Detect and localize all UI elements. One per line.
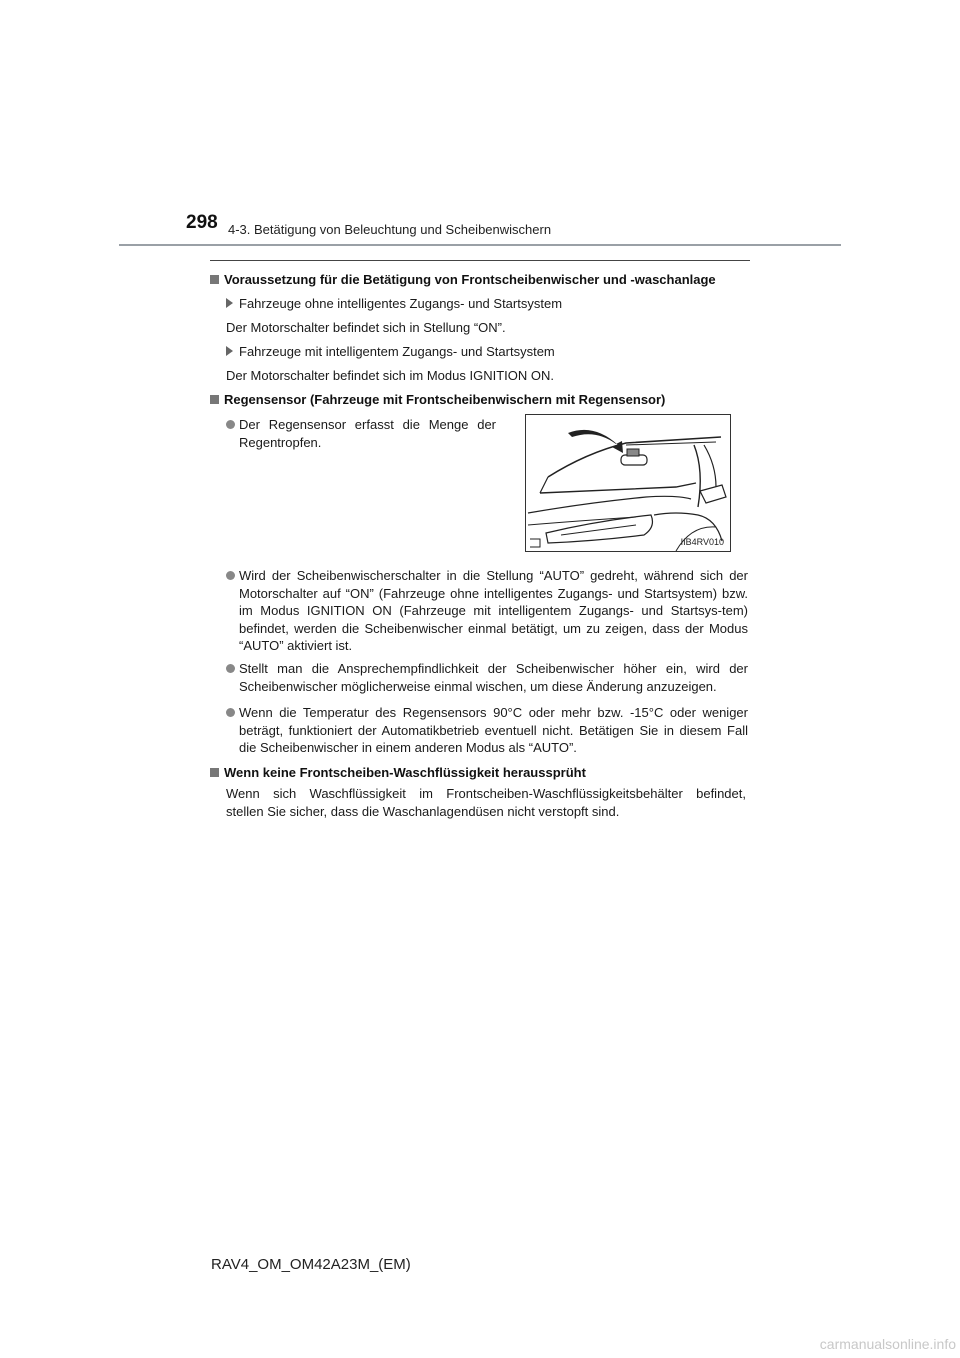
square-bullet-icon bbox=[210, 768, 219, 777]
heading-rain-sensor bbox=[210, 392, 665, 407]
heading-no-washer-fluid bbox=[210, 765, 586, 780]
paragraph-ignition-on: Der Motorschalter befindet sich im Modus IGNITION ON. bbox=[226, 368, 554, 383]
triangle-bullet-icon bbox=[226, 346, 233, 356]
heading-text: Regensensor (Fahrzeuge mit Frontscheibenwischern mit Regensensor) bbox=[224, 392, 666, 407]
bullet-sensitivity bbox=[226, 660, 748, 695]
section-title: 4-3. Betätigung von Beleuchtung und Scheibenwischern bbox=[228, 222, 552, 237]
figure-code: IIB4RV010 bbox=[680, 537, 724, 547]
bullet-rain-sensor-detects bbox=[226, 416, 496, 451]
paragraph-washer-nozzles-line2: stellen Sie sicher, dass die Waschanlagendüsen nicht verstopft sind. bbox=[226, 804, 620, 819]
sub-heading-without-smart-key bbox=[226, 296, 562, 311]
bullet-text: Wird der Scheibenwischerschalter in die Stellung “AUTO” gedreht, während sich der Motorschalter auf “ON” (Fahrzeuge ohne intelligentes Zugangs- und Startsystem) bzw. im Modus IGNITION ON (Fahrzeuge mit intelligentem Zugangs- und Startsys-tem) befindet, werden die Scheibenwischer einmal betätigt, um zu zeigen, dass der Modus “AUTO” aktiviert ist. bbox=[239, 568, 748, 653]
header-rule bbox=[119, 244, 841, 246]
circle-bullet-icon bbox=[226, 571, 235, 580]
sub-heading-text: Fahrzeuge ohne intelligentes Zugangs- und Startsystem bbox=[239, 296, 563, 311]
document-code: RAV4_OM_OM42A23M_(EM) bbox=[211, 1256, 411, 1273]
section-rule bbox=[210, 260, 750, 261]
triangle-bullet-icon bbox=[226, 298, 233, 308]
sub-heading-text: Fahrzeuge mit intelligentem Zugangs- und Startsystem bbox=[239, 344, 555, 359]
bullet-temperature bbox=[226, 704, 748, 757]
heading-text: Wenn keine Frontscheiben-Waschflüssigkeit heraussprüht bbox=[224, 765, 586, 780]
page-number: 298 bbox=[186, 212, 218, 233]
paragraph-switch-on: Der Motorschalter befindet sich in Stellung “ON”. bbox=[226, 320, 506, 335]
bullet-text: Stellt man die Ansprechempfindlichkeit der Scheibenwischer höher ein, wird der Scheibenwischer möglicherweise einmal wischen, um diese Änderung anzuzeigen. bbox=[239, 661, 748, 694]
sub-heading-with-smart-key bbox=[226, 344, 555, 359]
square-bullet-icon bbox=[210, 275, 219, 284]
bullet-text: Der Regensensor erfasst die Menge der Regentropfen. bbox=[239, 417, 496, 450]
heading-text: Voraussetzung für die Betätigung von Frontscheibenwischer und -waschanlage bbox=[224, 272, 716, 287]
circle-bullet-icon bbox=[226, 420, 235, 429]
rain-sensor-illustration bbox=[525, 414, 731, 552]
heading-prerequisites bbox=[210, 272, 716, 287]
watermark: carmanualsonline.info bbox=[819, 1336, 956, 1352]
circle-bullet-icon bbox=[226, 708, 235, 717]
square-bullet-icon bbox=[210, 395, 219, 404]
windshield-sensor-drawing bbox=[526, 415, 730, 551]
circle-bullet-icon bbox=[226, 664, 235, 673]
bullet-auto-mode bbox=[226, 567, 748, 655]
paragraph-washer-nozzles-line1: Wenn sich Waschflüssigkeit im Frontscheiben-Waschflüssigkeitsbehälter befindet, bbox=[226, 786, 746, 801]
bullet-text: Wenn die Temperatur des Regensensors 90°C oder mehr bzw. -15°C oder weniger beträgt, funktioniert der Automatikbetrieb eventuell nicht. Betätigen Sie in diesem Fall die Scheibenwischer in einem anderen Modus als “AUTO”. bbox=[239, 705, 748, 755]
